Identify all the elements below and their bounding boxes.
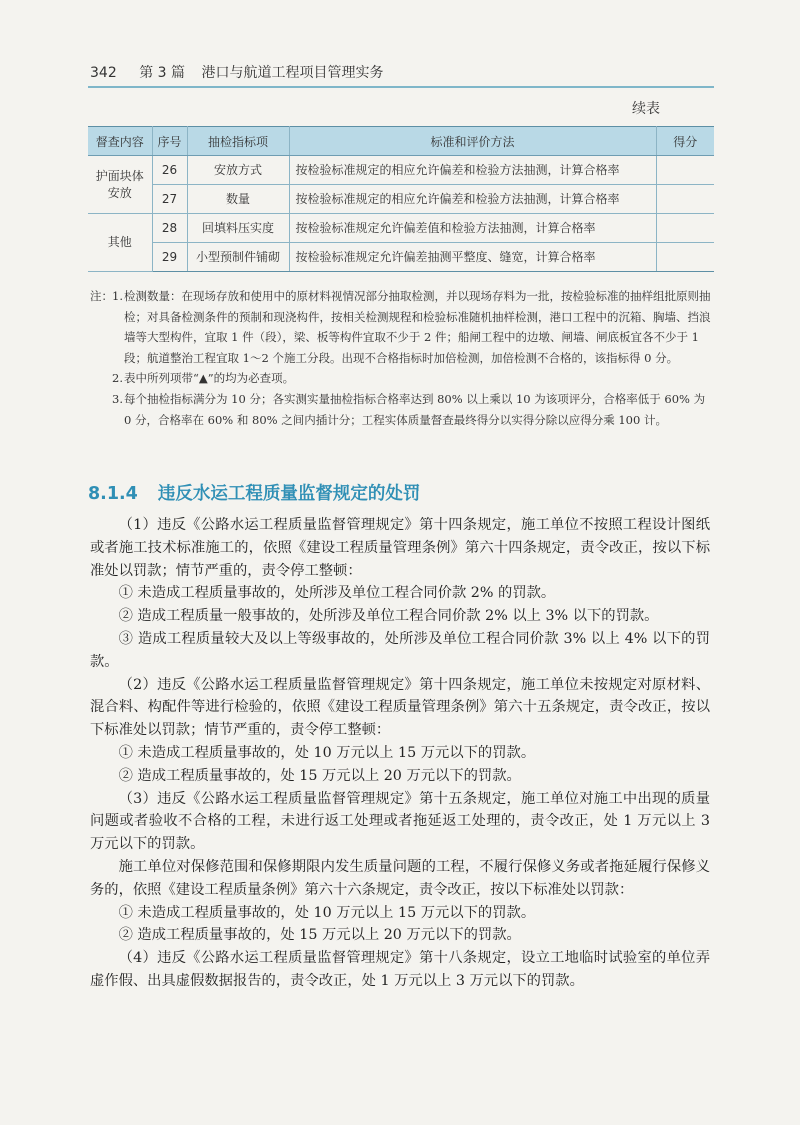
paragraph: ③ 造成工程质量较大及以上等级事故的，处所涉及单位工程合同价款 3% 以上 4% 以下的罚款。 bbox=[90, 630, 710, 670]
note-number: 2. bbox=[112, 371, 123, 386]
note-text: 检测数量：在现场存放和使用中的原材料视情况部分抽取检测，并以现场存料为一批，按检验标准的抽样组批原则抽检；对具备检测条件的预制和现浇构件，按相关检测规程和检验标准随机抽样检测，港口工程中的沉箱、胸墙、挡浪墙等大型构件，宜取 1 件（段），梁、板等构件宜取不少于 2 件；船闸工程中的边墩、闸墙、闸底板宜各不少于 1 段；航道整治工程宜取 1～2 个施工分段。出现不合格指标时加倍检测，加倍检测不合格的，该指标得 0 分。 bbox=[124, 289, 711, 365]
row-item: 安放方式 bbox=[187, 156, 289, 185]
table-notes bbox=[90, 286, 712, 430]
col-header-item: 抽检指标项 bbox=[187, 127, 289, 156]
note-item bbox=[90, 368, 712, 389]
col-header-content: 督查内容 bbox=[88, 127, 152, 156]
row-no: 27 bbox=[152, 185, 187, 214]
row-no: 26 bbox=[152, 156, 187, 185]
row-score bbox=[656, 243, 714, 272]
row-score bbox=[656, 185, 714, 214]
body-text bbox=[90, 514, 710, 993]
note-text: 每个抽检指标满分为 10 分；各实测实量抽检指标合格率达到 80% 以上乘以 10 为该项评分，合格率低于 60% 为 0 分，合格率在 60% 和 80% 之间内插计分；工程实体质量督查最终得分以实得分除以应得分乘 100 计。 bbox=[124, 391, 706, 427]
header-rule bbox=[88, 86, 714, 88]
inspection-table bbox=[88, 126, 714, 272]
paragraph: ① 未造成工程质量事故的，处 10 万元以上 15 万元以下的罚款。 bbox=[118, 904, 536, 921]
table-header-row bbox=[88, 127, 714, 156]
paragraph: ② 造成工程质量一般事故的，处所涉及单位工程合同价款 2% 以上 3% 以下的罚款。 bbox=[118, 608, 659, 625]
group-content-cell: 护面块体安放 bbox=[88, 156, 152, 214]
paragraph: ② 造成工程质量事故的，处 15 万元以上 20 万元以下的罚款。 bbox=[118, 767, 521, 784]
part-label: 第 3 篇 bbox=[139, 65, 185, 81]
table-row bbox=[88, 243, 714, 272]
note-item bbox=[90, 286, 712, 368]
row-standard: 按检验标准规定的相应允许偏差和检验方法抽测，计算合格率 bbox=[289, 156, 656, 185]
section-title: 违反水运工程质量监督规定的处罚 bbox=[157, 484, 421, 504]
paragraph: ① 未造成工程质量事故的，处所涉及单位工程合同价款 2% 的罚款。 bbox=[118, 585, 556, 602]
paragraph: ① 未造成工程质量事故的，处 10 万元以上 15 万元以下的罚款。 bbox=[118, 744, 536, 761]
row-item: 回填料压实度 bbox=[187, 214, 289, 243]
row-standard: 按检验标准规定允许偏差值和检验方法抽测，计算合格率 bbox=[289, 214, 656, 243]
note-number: 3. bbox=[112, 391, 123, 406]
paragraph: （1）违反《公路水运工程质量监督管理规定》第十四条规定，施工单位不按照工程设计图纸或者施工技术标准施工的，依照《建设工程质量管理条例》第六十四条规定，责令改正，按以下标准处以罚款；情节严重的，责令停工整顿： bbox=[90, 517, 710, 579]
col-header-score: 得分 bbox=[656, 127, 714, 156]
row-standard: 按检验标准规定的相应允许偏差和检验方法抽测，计算合格率 bbox=[289, 185, 656, 214]
note-number: 1. bbox=[112, 289, 123, 303]
table-row bbox=[88, 185, 714, 214]
section-heading bbox=[88, 480, 420, 505]
page-number: 342 bbox=[90, 65, 117, 81]
row-item: 数量 bbox=[187, 185, 289, 214]
table-row bbox=[88, 156, 714, 185]
note-text: 表中所列项带“▲”的均为必查项。 bbox=[124, 371, 295, 386]
part-title: 港口与航道工程项目管理实务 bbox=[201, 65, 384, 81]
paragraph: 施工单位对保修范围和保修期限内发生质量问题的工程，不履行保修义务或者拖延履行保修义务的，依照《建设工程质量条例》第六十六条规定，责令改正，按以下标准处以罚款： bbox=[90, 858, 710, 898]
col-header-standard: 标准和评价方法 bbox=[289, 127, 656, 156]
group-content-cell: 其他 bbox=[88, 214, 152, 272]
running-header bbox=[90, 62, 710, 82]
row-standard: 按检验标准规定允许偏差抽测平整度、缝宽，计算合格率 bbox=[289, 243, 656, 272]
paragraph: （4）违反《公路水运工程质量监督管理规定》第十八条规定，设立工地临时试验室的单位弄虚作假、出具虚假数据报告的，责令改正，处 1 万元以上 3 万元以下的罚款。 bbox=[90, 950, 710, 989]
row-no: 29 bbox=[152, 243, 187, 272]
table-row bbox=[88, 214, 714, 243]
note-item bbox=[90, 389, 712, 430]
row-score bbox=[656, 156, 714, 185]
row-score bbox=[656, 214, 714, 243]
notes-lead: 注： bbox=[90, 289, 113, 303]
paragraph: （3）违反《公路水运工程质量监督管理规定》第十五条规定，施工单位对施工中出现的质量问题或者验收不合格的工程，未进行返工处理或者拖延返工处理的，责令改正，处 1 万元以上 3 万元以下的罚款。 bbox=[90, 790, 710, 853]
section-number: 8.1.4 bbox=[88, 484, 138, 504]
paragraph: ② 造成工程质量事故的，处 15 万元以上 20 万元以下的罚款。 bbox=[118, 927, 521, 944]
paragraph: （2）违反《公路水运工程质量监督管理规定》第十四条规定，施工单位未按规定对原材料、混合料、构配件等进行检验的，依照《建设工程质量管理条例》第六十五条规定，责令改正，按以下标准处以罚款；情节严重的，责令停工整顿： bbox=[90, 676, 710, 739]
continued-label: 续表 bbox=[632, 101, 660, 117]
row-item: 小型预制件铺砌 bbox=[187, 243, 289, 272]
row-no: 28 bbox=[152, 214, 187, 243]
col-header-no: 序号 bbox=[152, 127, 187, 156]
